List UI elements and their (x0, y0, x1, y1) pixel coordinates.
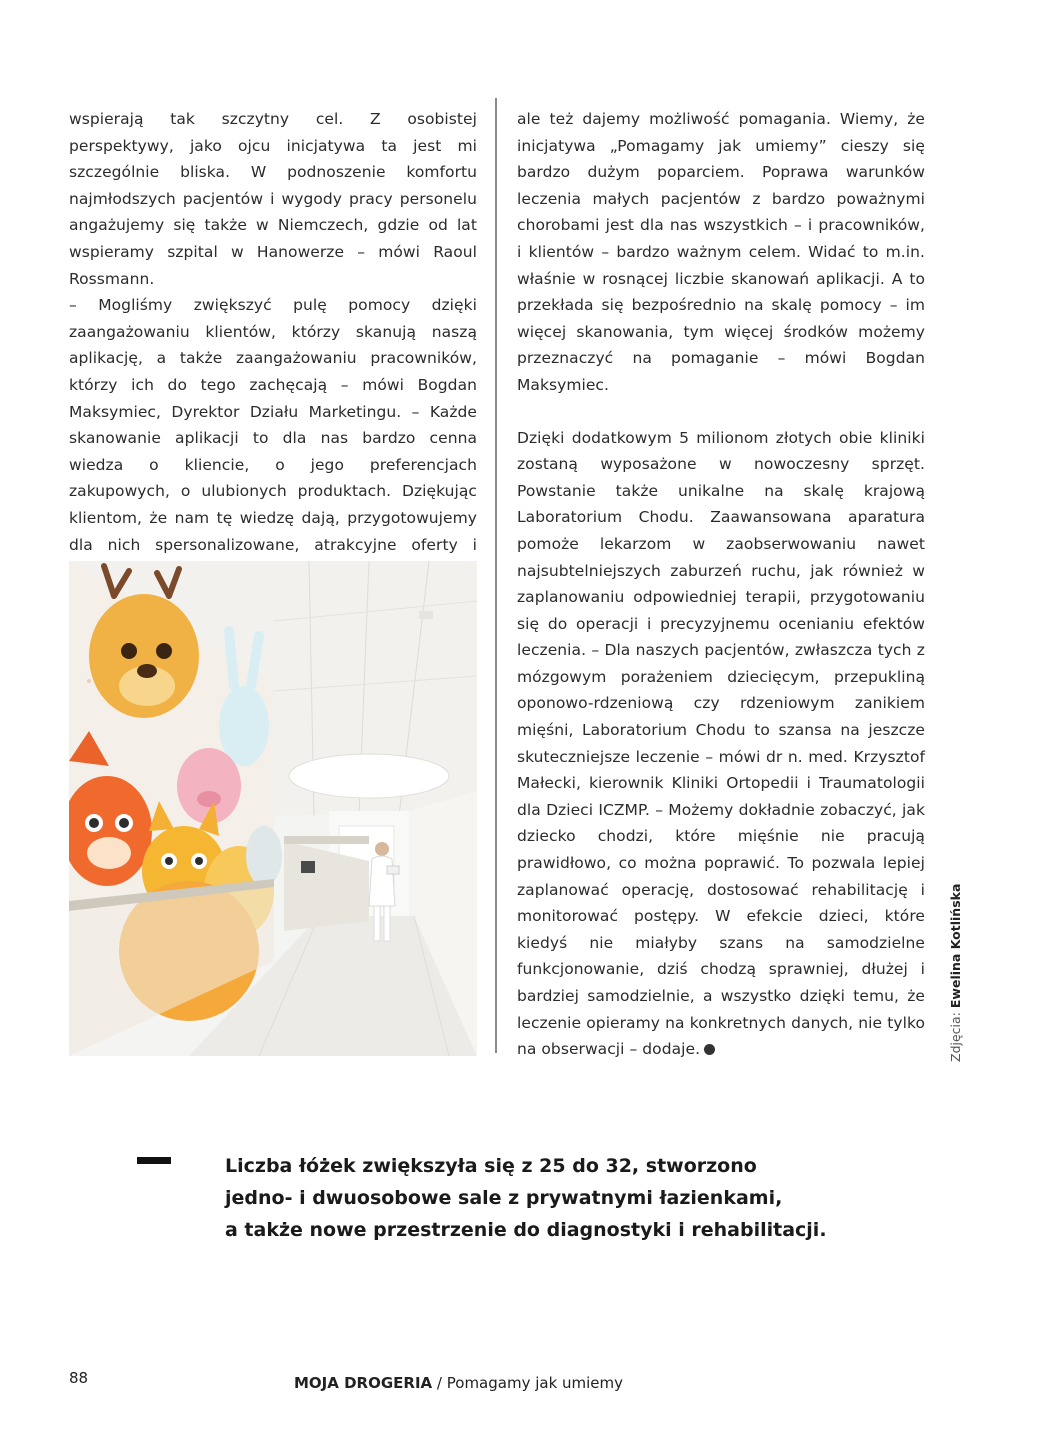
left-text-column (69, 106, 477, 585)
paragraph-text: Dzięki dodatkowym 5 milionom złotych obie kliniki zostaną wyposażone w nowoczesny sprzęt. Powstanie także unikalne na skalę krajową Laboratorium Chodu. Zaawansowana aparatura pomoże lekarzom w zaobserwowaniu nawet najsubtelniejszych zaburzeń ruchu, jak również w zaplanowaniu odpowiedniej terapii, przygotowaniu się do operacji i precyzyjnemu ocenianiu efektów leczenia. – Dla naszych pacjentów, zwłaszcza tych z mózgowym porażeniem dziecięcym, przepukliną oponowo-rdzeniową czy rdzeniowym zanikiem mięśni, Laboratorium Chodu to szansa na jeszcze skuteczniejsze leczenie – mówi dr n. med. Krzysztof Małecki, kierownik Kliniki Ortopedii i Traumatologii dla Dzieci ICZMP. – Możemy dokładnie zobaczyć, jak dziecko chodzi, które mięśnie nie pracują prawidłowo, co można poprawić. To pozwala lepiej zaplanować operację, dostosować rehabilitację i monitorować postępy. W efekcie dzieci, które kiedyś nie miałyby szans na samodzielne funkcjonowanie, dziś chodzą sprawniej, dłużej i bardziej samodzielnie, a wszystko dzięki temu, że leczenie opieramy na konkretnych danych, nie tylko na obserwacji – dodaje. (517, 428, 925, 1059)
photo-credit-name: Ewelina Kotlińska (948, 883, 963, 1009)
photo-credit-label: Zdjęcia: (948, 1012, 963, 1062)
paragraph (517, 425, 925, 1063)
pull-quote-dash (137, 1157, 171, 1164)
magazine-title: MOJA DROGERIA (294, 1374, 433, 1392)
paragraph: wspierają tak szczytny cel. Z osobistej perspektywy, jako ojcu inicjatywa ta jest mi szczególnie bliska. W podnoszenie komfortu najmłodszych pacjentów i wygody pracy personelu angażujemy się także w Niemczech, gdzie od lat wspieramy szpital w Hanowerze – mówi Raoul Rossmann. (69, 110, 477, 288)
pull-quote-line: a także nowe przestrzenie do diagnostyki i rehabilitacji. (225, 1219, 827, 1241)
photo-illustration (69, 561, 477, 1056)
right-text-column (517, 106, 925, 1063)
paragraph: – Mogliśmy zwiększyć pulę pomocy dzięki zaangażowaniu klientów, którzy skanują naszą aplikację, a także zaangażowaniu pracowników, którzy ich do tego zachęcają – mówi Bogdan Maksymiec, Dyrektor Działu Marketingu. – Każde skanowanie aplikacji to dla nas bardzo cenna wiedza o kliencie, o jego preferencjach zakupowych, o ulubionych produktach. Dziękując klientom, że nam tę wiedzę dają, przygotowujemy dla nich spersonalizowane, atrakcyjne oferty i (69, 296, 477, 554)
paragraph: ale też dajemy możliwość pomagania. Wiemy, że inicjatywa „Pomagamy jak umiemy” cieszy się bardzo dużym poparciem. Poprawa warunków leczenia małych pacjentów z bardzo poważnymi chorobami jest dla nas wszystkich – i pracowników, i klientów – bardzo ważnym celem. Widać to m.in. właśnie w rosnącej liczbie skanowań aplikacji. A to przekłada się bezpośrednio na skalę pomocy – im więcej skanowania, tym więcej środków możemy przeznaczyć na pomaganie – mówi Bogdan Maksymiec. (517, 110, 925, 394)
section-title: Pomagamy jak umiemy (446, 1374, 624, 1392)
pull-quote-line: jedno- i dwuosobowe sale z prywatnymi łazienkami, (225, 1187, 783, 1209)
column-divider (495, 98, 497, 1053)
article-end-icon (704, 1044, 715, 1055)
footer-separator: / (432, 1374, 447, 1392)
pull-quote (225, 1150, 865, 1246)
running-footer (294, 1374, 623, 1392)
pull-quote-line: Liczba łóżek zwiększyła się z 25 do 32, stworzono (225, 1155, 757, 1177)
page-number: 88 (69, 1369, 89, 1387)
hospital-corridor-photo (69, 561, 477, 1056)
photo-credit (948, 884, 963, 1062)
